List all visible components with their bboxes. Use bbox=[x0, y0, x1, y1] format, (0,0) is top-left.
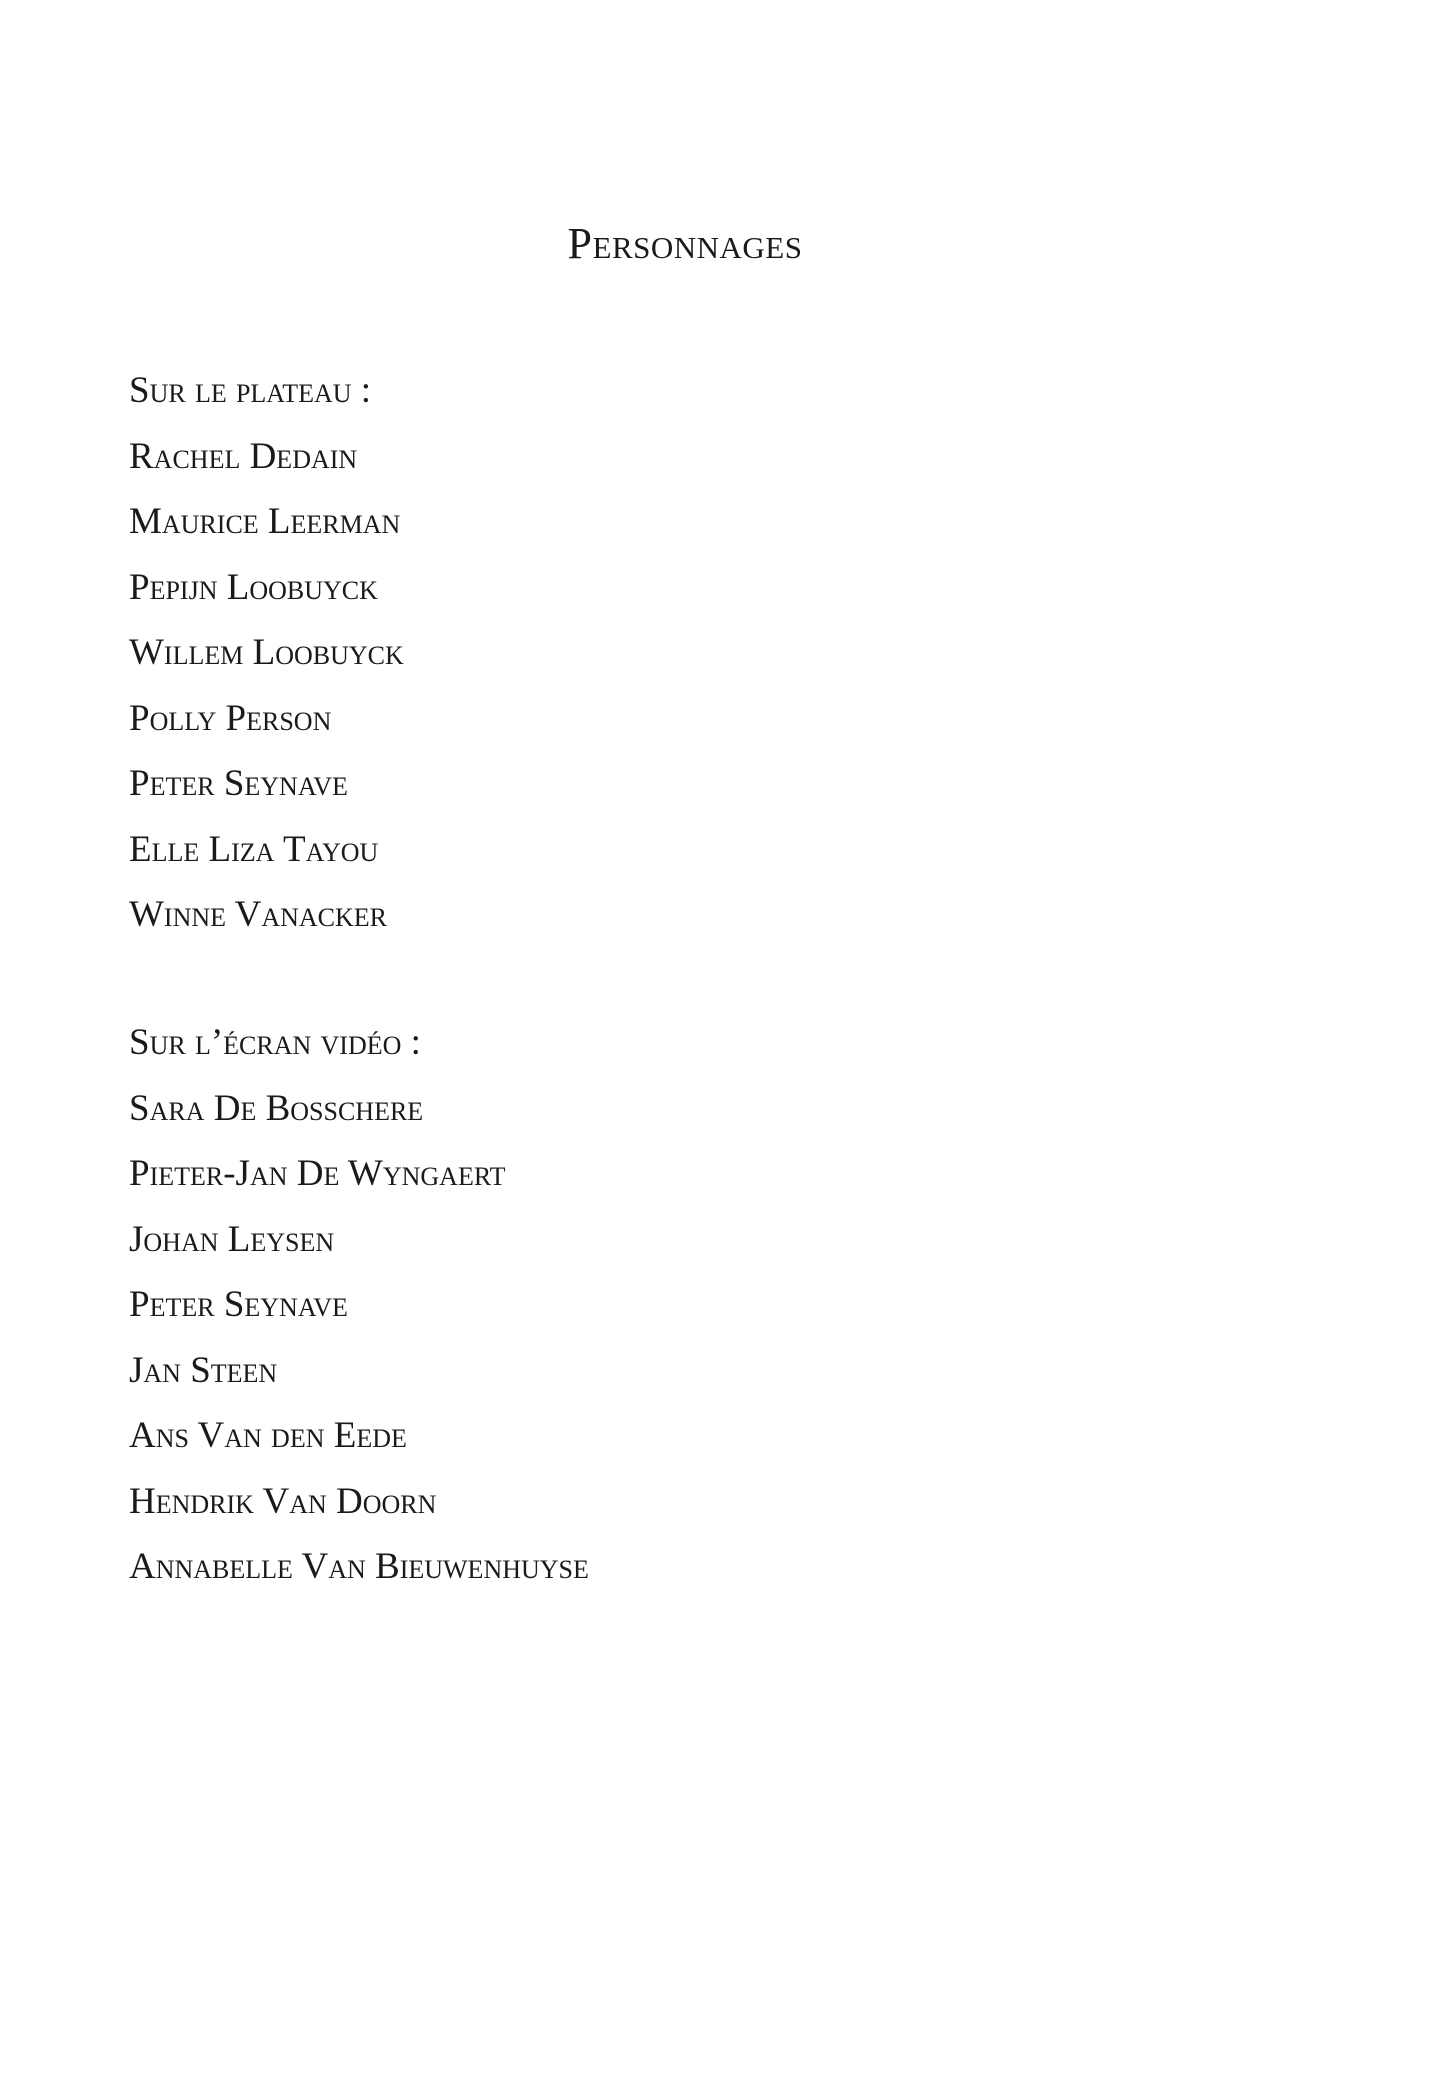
page-title: Personnages bbox=[567, 219, 803, 268]
cast-name: Pepijn Loobuyck bbox=[129, 566, 378, 608]
cast-name: Rachel Dedain bbox=[129, 435, 358, 477]
cast-name: Willem Loobuyck bbox=[129, 632, 404, 673]
cast-name: Winne Vanacker bbox=[129, 894, 387, 935]
stage-cast-section bbox=[129, 358, 1229, 948]
cast-name: Jan Steen bbox=[129, 1349, 278, 1391]
cast-name: Elle Liza Tayou bbox=[129, 828, 379, 870]
cast-name: Sara De Bosschere bbox=[129, 1087, 424, 1129]
video-heading: Sur l’écran vidéo : bbox=[129, 1022, 421, 1063]
cast-name: Peter Seynave bbox=[129, 1284, 348, 1325]
cast-name: Maurice Leerman bbox=[129, 501, 401, 542]
cast-name: Polly Person bbox=[129, 697, 332, 739]
cast-name: Ans Van den Eede bbox=[129, 1415, 407, 1456]
cast-name: Pieter-Jan De Wyngaert bbox=[129, 1153, 506, 1194]
video-cast-section bbox=[129, 1010, 1229, 1600]
cast-name: Peter Seynave bbox=[129, 763, 348, 804]
stage-heading: Sur le plateau : bbox=[129, 370, 372, 411]
cast-name: Johan Leysen bbox=[129, 1218, 335, 1260]
cast-name: Annabelle Van Bieuwenhuyse bbox=[129, 1546, 589, 1587]
cast-name: Hendrik Van Doorn bbox=[129, 1480, 437, 1522]
